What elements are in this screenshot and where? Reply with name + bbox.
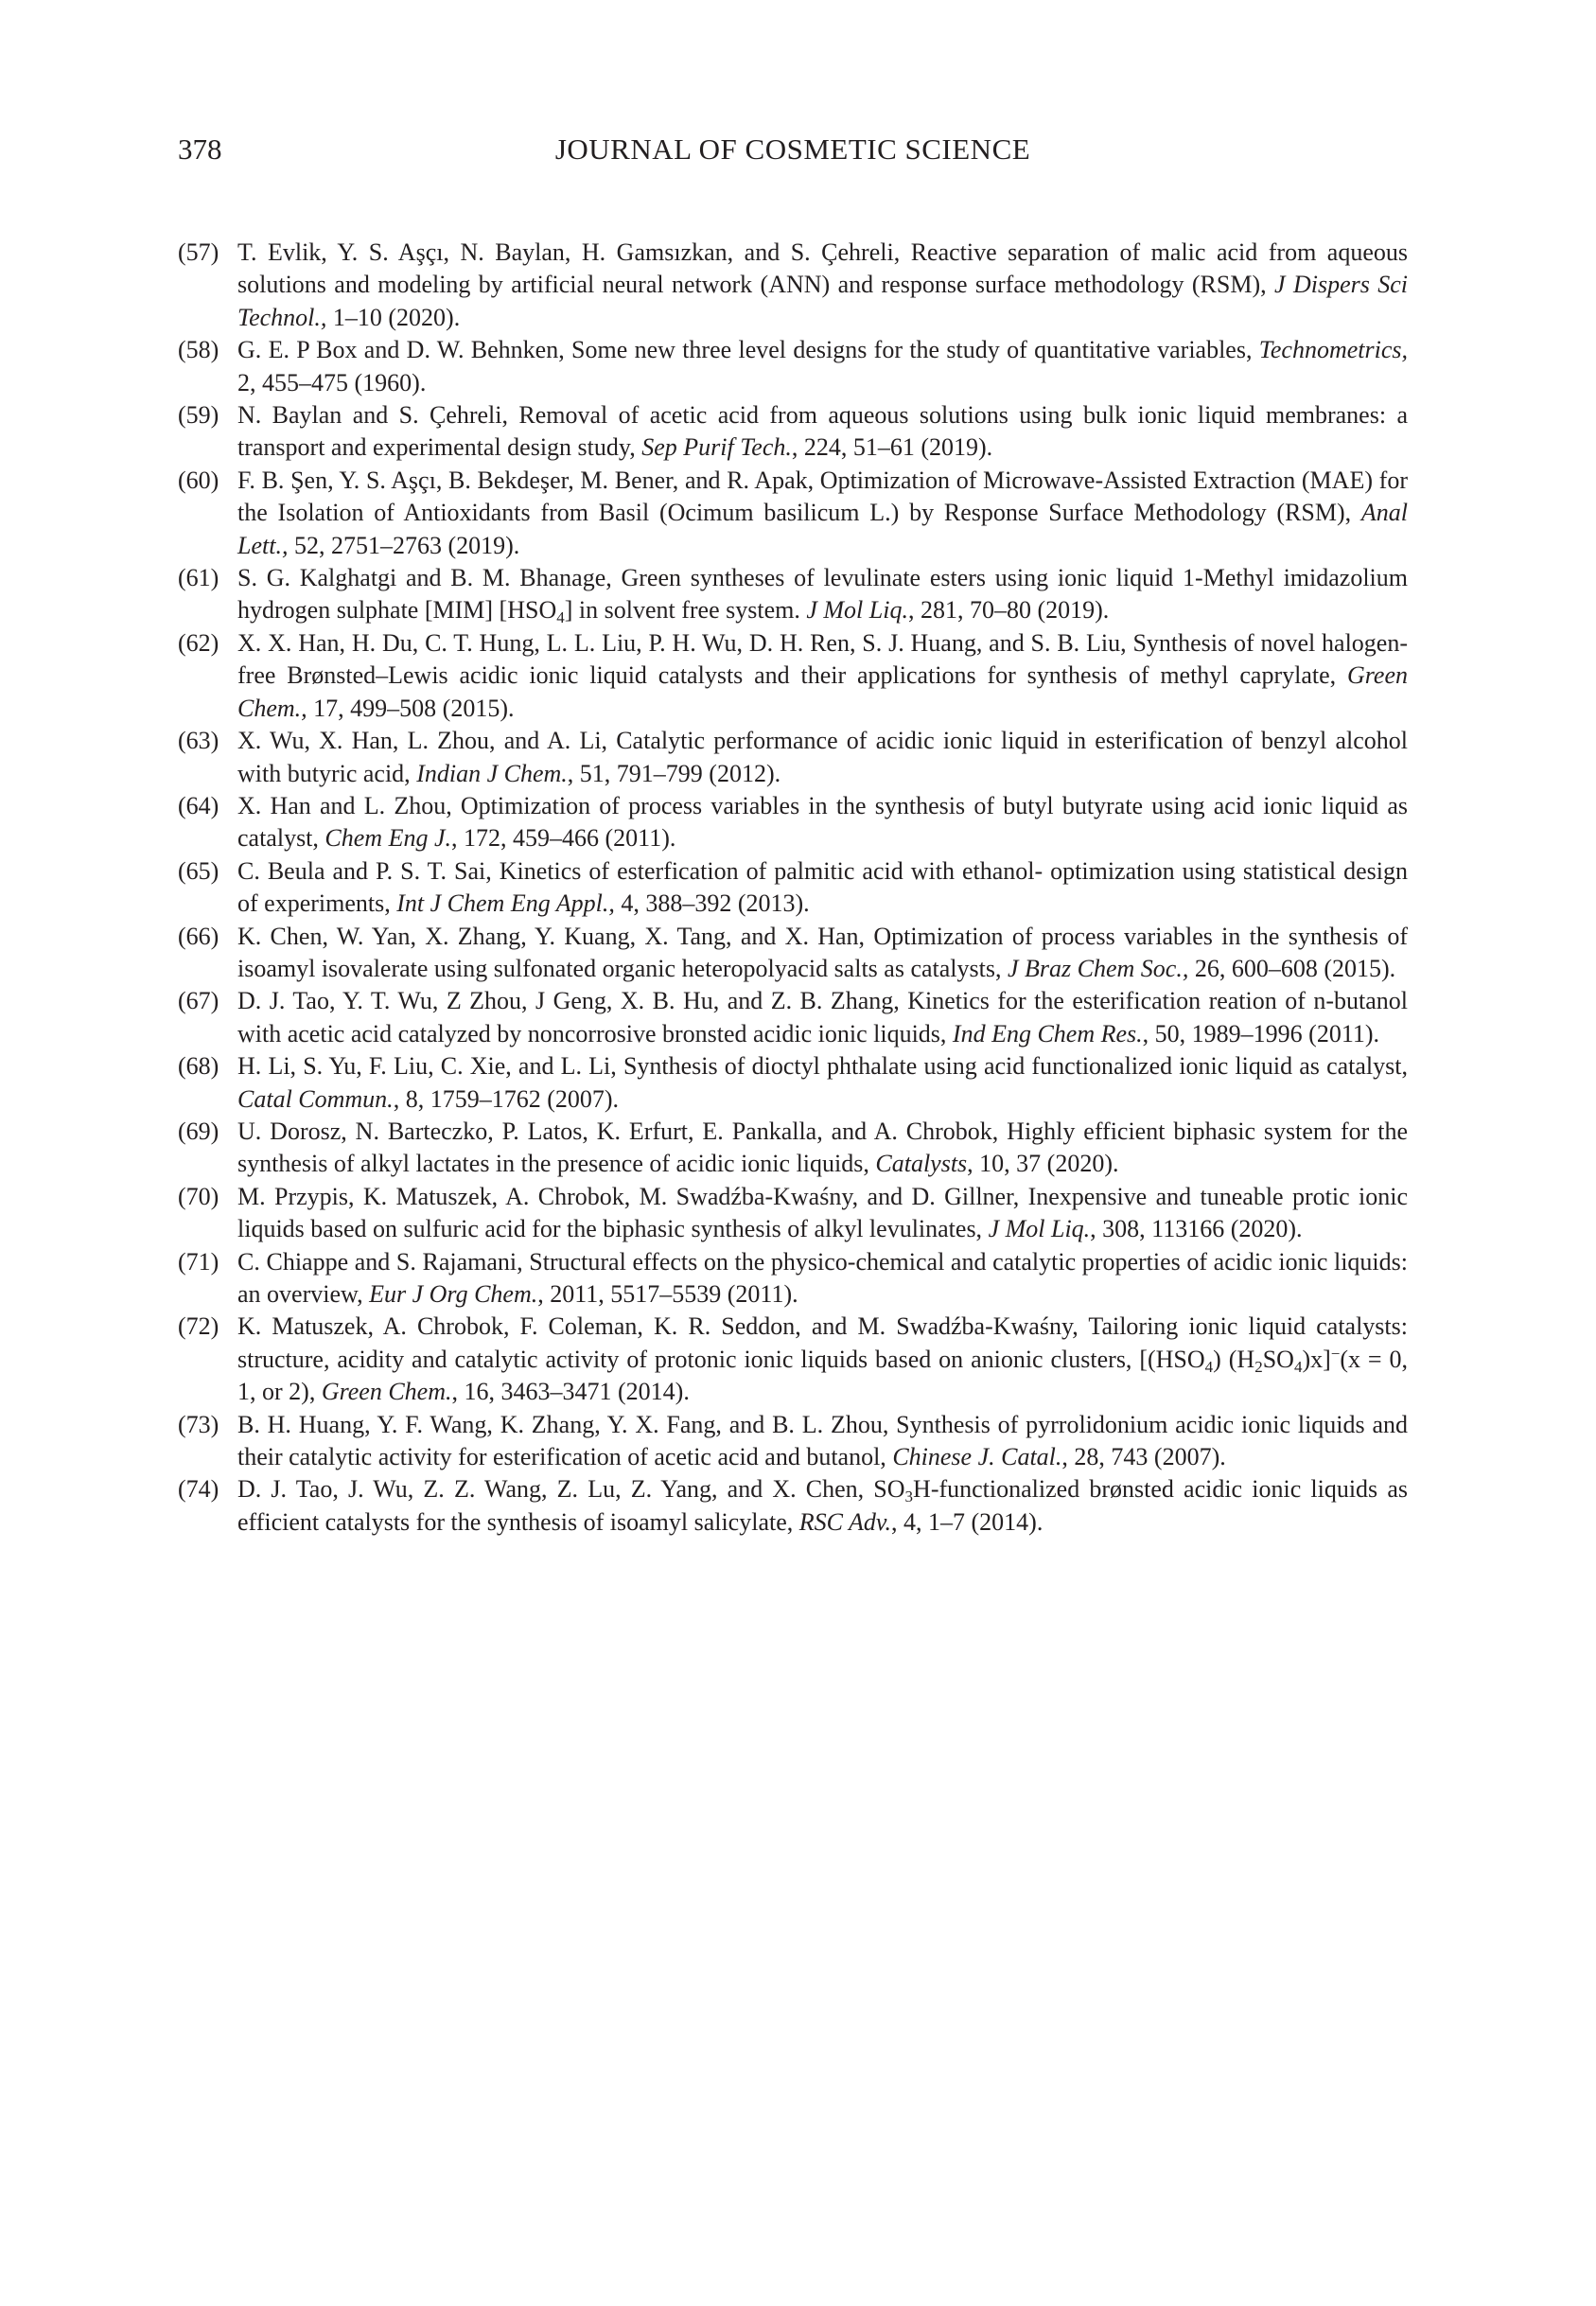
reference-number: (59) xyxy=(178,401,219,430)
reference-text: M. Przypis, K. Matuszek, A. Chrobok, M. Swadźba-Kwaśny, and D. Gillner, Inexpensive and tuneable protic ionic liquids based on sulfuric acid for the biphasic synthesis of alkyl levulinates, J Mol Liq., 308, 113166 (2020). xyxy=(237,1182,1408,1243)
journal-name: Eur J Org Chem. xyxy=(369,1280,538,1308)
reference-item xyxy=(178,1050,1408,1116)
reference-text: K. Chen, W. Yan, X. Zhang, Y. Kuang, X. Tang, and X. Han, Optimization of process variables in the synthesis of isoamyl isovalerate using sulfonated organic heteropolyacid salts as catalysts, J Braz Chem Soc., 26, 600–608 (2015). xyxy=(237,922,1408,982)
reference-text: X. X. Han, H. Du, C. T. Hung, L. L. Liu, P. H. Wu, D. H. Ren, S. J. Huang, and S. B. Liu, Synthesis of novel halogen-free Brønsted–Lewis acidic ionic liquid catalysts and their applications for synthesis of methyl caprylate, Green Chem., 17, 499–508 (2015). xyxy=(237,628,1408,722)
reference-item xyxy=(178,1311,1408,1408)
reference-item xyxy=(178,725,1408,790)
reference-text: H. Li, S. Yu, F. Liu, C. Xie, and L. Li, Synthesis of dioctyl phthalate using acid functionalized ionic liquid as catalyst, Catal Commun., 8, 1759–1762 (2007). xyxy=(237,1052,1408,1113)
reference-text: C. Beula and P. S. T. Sai, Kinetics of esterfication of palmitic acid with ethanol- optimization using statistical design of experiments, Int J Chem Eng Appl., 4, 388–392 (2013). xyxy=(237,856,1408,918)
reference-number: (65) xyxy=(178,856,219,885)
reference-text: X. Han and L. Zhou, Optimization of process variables in the synthesis of butyl butyrate using acid ionic liquid as catalyst, Chem Eng J., 172, 459–466 (2011). xyxy=(237,791,1408,853)
reference-number: (62) xyxy=(178,628,219,657)
reference-item xyxy=(178,1409,1408,1474)
reference-item xyxy=(178,627,1408,725)
reference-item xyxy=(178,562,1408,627)
reference-text: N. Baylan and S. Çehreli, Removal of acetic acid from aqueous solutions using bulk ionic liquid membranes: a transport and experimental design study, Sep Purif Tech., 224, 51–61 (2019). xyxy=(237,401,1408,462)
reference-number: (63) xyxy=(178,727,219,755)
running-head: JOURNAL OF COSMETIC SCIENCE xyxy=(554,132,1031,166)
reference-item xyxy=(178,790,1408,855)
journal-name: Chinese J. Catal. xyxy=(892,1443,1062,1471)
journal-name: Indian J Chem. xyxy=(416,759,568,787)
reference-number: (61) xyxy=(178,564,219,592)
reference-item xyxy=(178,399,1408,465)
journal-name: J Mol Liq. xyxy=(806,596,908,625)
reference-item xyxy=(178,921,1408,986)
reference-number: (69) xyxy=(178,1117,219,1145)
journal-name: Catalysts xyxy=(875,1150,968,1178)
reference-text: D. J. Tao, Y. T. Wu, Z Zhou, J Geng, X. B. Hu, and Z. B. Zhang, Kinetics for the esterification reation of n-butanol with acetic acid catalyzed by noncorrosive bronsted acidic ionic liquids, Ind Eng Chem Res., 50, 1989–1996 (2011). xyxy=(237,987,1408,1047)
reference-item xyxy=(178,855,1408,921)
reference-item xyxy=(178,1116,1408,1181)
reference-text: K. Matuszek, A. Chrobok, F. Coleman, K. R. Seddon, and M. Swadźba-Kwaśny, Tailoring ionic liquid catalysts: structure, acidity and catalytic activity of protonic ionic liquids based on anionic clusters, $[(HSO_4) (H_2SO_4)x]^-(x = 0$, 1, or 2), Green Chem., 16, 3463–3471 (2014). xyxy=(237,1312,1409,1406)
reference-number: (57) xyxy=(178,238,219,266)
reference-item xyxy=(178,465,1408,562)
reference-item xyxy=(178,1181,1408,1246)
reference-item xyxy=(178,1473,1408,1539)
journal-name: Ind Eng Chem Res. xyxy=(952,1019,1143,1047)
page-header xyxy=(178,131,1408,168)
reference-number: (74) xyxy=(178,1475,219,1504)
reference-text: G. E. P Box and D. W. Behnken, Some new three level designs for the study of quantitative variables, Technometrics, 2, 455–475 (1960). xyxy=(237,336,1408,396)
reference-number: (60) xyxy=(178,466,219,494)
journal-name: Technometrics, xyxy=(1258,336,1408,364)
journal-name: Green Chem., xyxy=(237,661,1408,722)
reference-number: (68) xyxy=(178,1052,219,1081)
reference-number: (64) xyxy=(178,791,219,819)
reference-item xyxy=(178,237,1408,334)
reference-text: B. H. Huang, Y. F. Wang, K. Zhang, Y. X. Fang, and B. L. Zhou, Synthesis of pyrrolidonium acidic ionic liquids and their catalytic activity for esterification of acetic acid and butanol, Chinese J. Catal., 28, 743 (2007). xyxy=(237,1410,1408,1471)
journal-name: Anal Lett., xyxy=(237,499,1408,559)
reference-number: (70) xyxy=(178,1182,219,1210)
reference-item xyxy=(178,1246,1408,1311)
journal-name: Catal Commun. xyxy=(237,1084,394,1113)
reference-number: (73) xyxy=(178,1410,219,1438)
journal-name: Sep Purif Tech. xyxy=(641,433,792,462)
reference-text: X. Wu, X. Han, L. Zhou, and A. Li, Catalytic performance of acidic ionic liquid in esterification of benzyl alcohol with butyric acid, Indian J Chem., 51, 791–799 (2012). xyxy=(237,727,1408,787)
reference-number: (67) xyxy=(178,987,219,1015)
journal-name: Int J Chem Eng Appl., xyxy=(396,889,615,918)
reference-list xyxy=(178,237,1408,1539)
reference-text: C. Chiappe and S. Rajamani, Structural effects on the physico-chemical and catalytic properties of acidic ionic liquids: an overview, Eur J Org Chem., 2011, 5517–5539 (2011). xyxy=(237,1247,1408,1308)
reference-number: (58) xyxy=(178,336,219,364)
journal-name: Chem Eng J. xyxy=(324,824,452,853)
reference-item xyxy=(178,985,1408,1050)
reference-text: S. G. Kalghatgi and B. M. Bhanage, Green syntheses of levulinate esters using ionic liquid 1-Methyl imidazolium hydrogen sulphate [MIM] $[HSO_4]$ in solvent free system. J Mol Liq., 281, 70–80 (2019). xyxy=(237,564,1408,627)
journal-name: Green Chem. xyxy=(321,1378,452,1406)
reference-text: T. Evlik, Y. S. Aşçı, N. Baylan, H. Gamsızkan, and S. Çehreli, Reactive separation of malic acid from aqueous solutions and modeling by artificial neural network (ANN) and response surface methodology (RSM), J Dispers Sci Technol., 1–10 (2020). xyxy=(237,238,1408,331)
reference-text: D. J. Tao, J. Wu, Z. Z. Wang, Z. Lu, Z. Yang, and X. Chen, $SO_3H$-functionalized brønsted acidic ionic liquids as efficient catalysts for the synthesis of isoamyl salicylate, RSC Adv., 4, 1–7 (2014). xyxy=(237,1475,1408,1536)
reference-text: F. B. Şen, Y. S. Aşçı, B. Bekdeşer, M. Bener, and R. Apak, Optimization of Microwave-Assisted Extraction (MAE) for the Isolation of Antioxidants from Basil (Ocimum basilicum L.) by Response Surface Methodology (RSM), Anal Lett., 52, 2751–2763 (2019). xyxy=(237,466,1408,559)
reference-item xyxy=(178,334,1408,399)
reference-number: (72) xyxy=(178,1312,219,1341)
journal-name: RSC Adv. xyxy=(798,1507,891,1536)
reference-number: (71) xyxy=(178,1247,219,1276)
page-number: 378 xyxy=(178,132,222,166)
journal-name: J Mol Liq. xyxy=(988,1215,1091,1243)
reference-number: (66) xyxy=(178,922,219,950)
reference-text: U. Dorosz, N. Barteczko, P. Latos, K. Erfurt, E. Pankalla, and A. Chrobok, Highly efficient biphasic system for the synthesis of alkyl lactates in the presence of acidic ionic liquids, Catalysts, 10, 37 (2020). xyxy=(237,1117,1408,1178)
journal-name: J Braz Chem Soc., xyxy=(1007,954,1189,982)
journal-name: J Dispers Sci Technol., xyxy=(237,271,1408,331)
